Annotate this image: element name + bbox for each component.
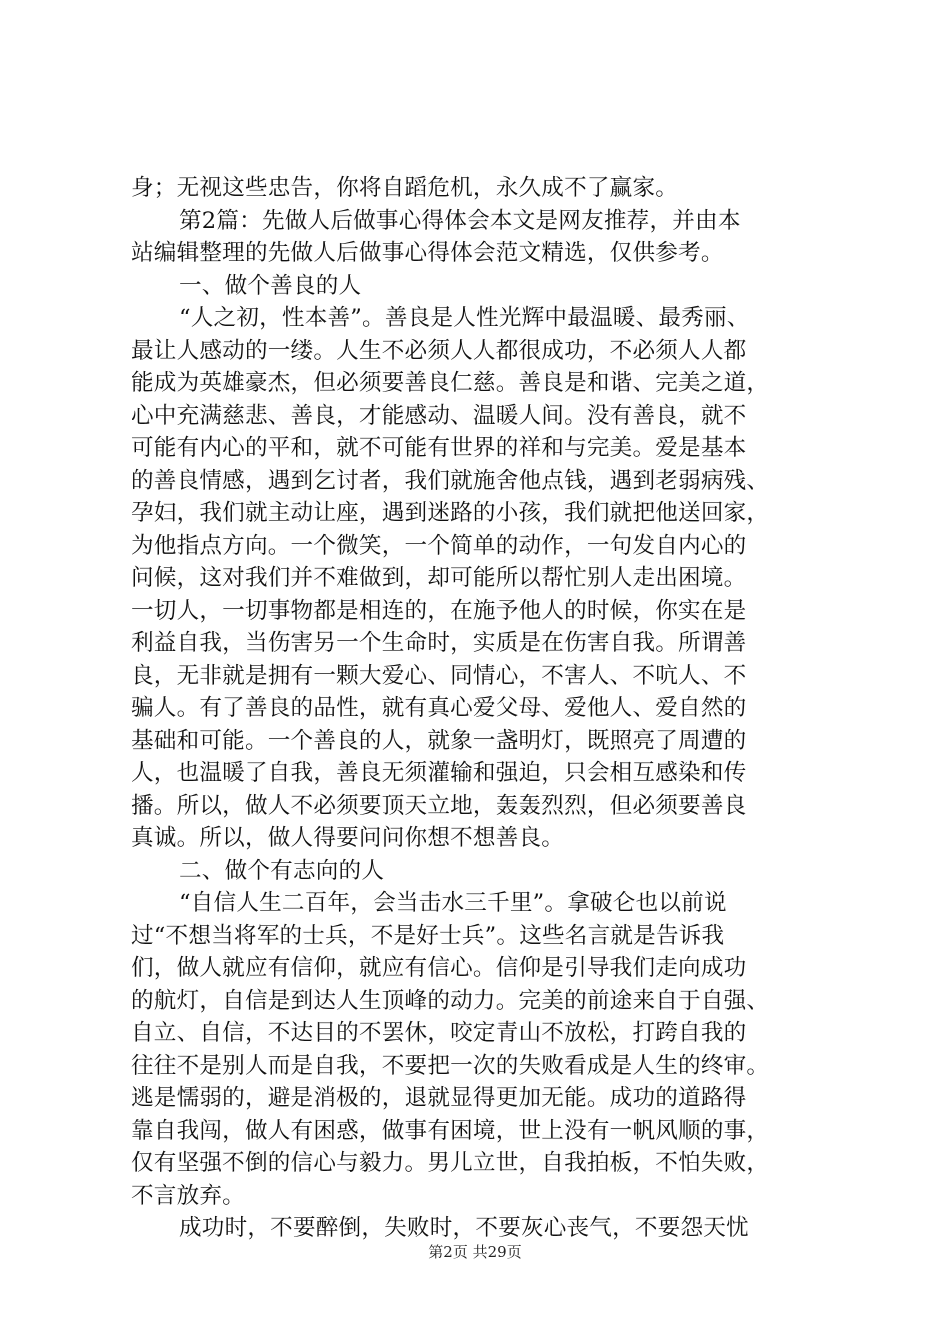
text-line: “人之初，性本善”。善良是人性光辉中最温暖、最秀丽、 (179, 305, 750, 331)
text-line: 仅有坚强不倒的信心与毅力。男儿立世，自我拍板，不怕失败， (131, 1150, 770, 1176)
text-line: 们，做人就应有信仰，就应有信心。信仰是引导我们走向成功 (131, 955, 747, 981)
text-line: 过“不想当将军的士兵，不是好士兵”。这些名言就是告诉我 (131, 922, 725, 949)
section-heading: 二、做个有志向的人 (179, 857, 385, 884)
text-line: 可能有内心的平和，就不可能有世界的祥和与完美。爱是基本 (131, 435, 747, 461)
text-line: 播。所以，做人不必须要顶天立地，轰轰烈烈，但必须要善良 (131, 792, 747, 819)
text-line: 问候，这对我们并不难做到，却可能所以帮忙别人走出困境。 (131, 565, 747, 591)
section-heading: 一、做个善良的人 (179, 272, 362, 299)
text-line: 真诚。所以，做人得要问问你想不想善良。 (131, 825, 565, 851)
text-line: 逃是懦弱的，避是消极的，退就显得更加无能。成功的道路得 (131, 1085, 747, 1111)
text-line: 基础和可能。一个善良的人，就象一盏明灯，既照亮了周遭的 (131, 727, 747, 754)
body-text (131, 172, 841, 1245)
text-line: 的航灯，自信是到达人生顶峰的动力。完美的前途来自于自强、 (131, 987, 770, 1014)
text-line: 自立、自信，不达目的不罢休，咬定青山不放松，打跨自我的 (131, 1020, 747, 1046)
text-line: 的善良情感，遇到乞讨者，我们就施舍他点钱，遇到老弱病残、 (131, 467, 770, 494)
text-line: 站编辑整理的先做人后做事心得体会范文精选，仅供参考。 (131, 240, 724, 266)
text-line: 最让人感动的一缕。人生不必须人人都很成功，不必须人人都 (131, 337, 747, 364)
text-line: 骗人。有了善良的品性，就有真心爱父母、爱他人、爱自然的 (131, 695, 747, 721)
text-line: 成功时，不要醉倒，失败时，不要灰心丧气，不要怨天忧 (179, 1215, 749, 1241)
text-line: 不言放弃。 (131, 1182, 245, 1209)
page-number-footer: 第2页 共29页 (428, 1243, 522, 1261)
text-line: 孕妇，我们就主动让座，遇到迷路的小孩，我们就把他送回家， (131, 500, 770, 526)
text-line: 人，也温暖了自我，善良无须灌输和强迫，只会相互感染和传 (131, 760, 747, 786)
text-line: 良，无非就是拥有一颗大爱心、同情心，不害人、不吭人、不 (131, 662, 747, 689)
text-line: 靠自我闯，做人有困惑，做事有困境，世上没有一帆风顺的事， (131, 1117, 770, 1144)
text-line: “自信人生二百年，会当击水三千里”。拿破仑也以前说 (179, 890, 727, 916)
text-line: 能成为英雄豪杰，但必须要善良仁慈。善良是和谐、完美之道， (131, 370, 770, 396)
text-line: 心中充满慈悲、善良，才能感动、温暖人间。没有善良，就不 (131, 402, 747, 429)
text-line: 身；无视这些忠告，你将自蹈危机，永久成不了赢家。 (131, 175, 679, 201)
text-line: 利益自我，当伤害另一个生命时，实质是在伤害自我。所谓善 (131, 630, 747, 656)
text-line: 一切人，一切事物都是相连的，在施予他人的时候，你实在是 (131, 597, 747, 624)
text-line: 第2篇：先做人后做事心得体会本文是网友推荐，并由本 (179, 207, 741, 234)
text-line: 为他指点方向。一个微笑，一个简单的动作，一句发自内心的 (131, 532, 747, 559)
text-line: 往往不是别人而是自我，不要把一次的失败看成是人生的终审。 (131, 1052, 770, 1079)
